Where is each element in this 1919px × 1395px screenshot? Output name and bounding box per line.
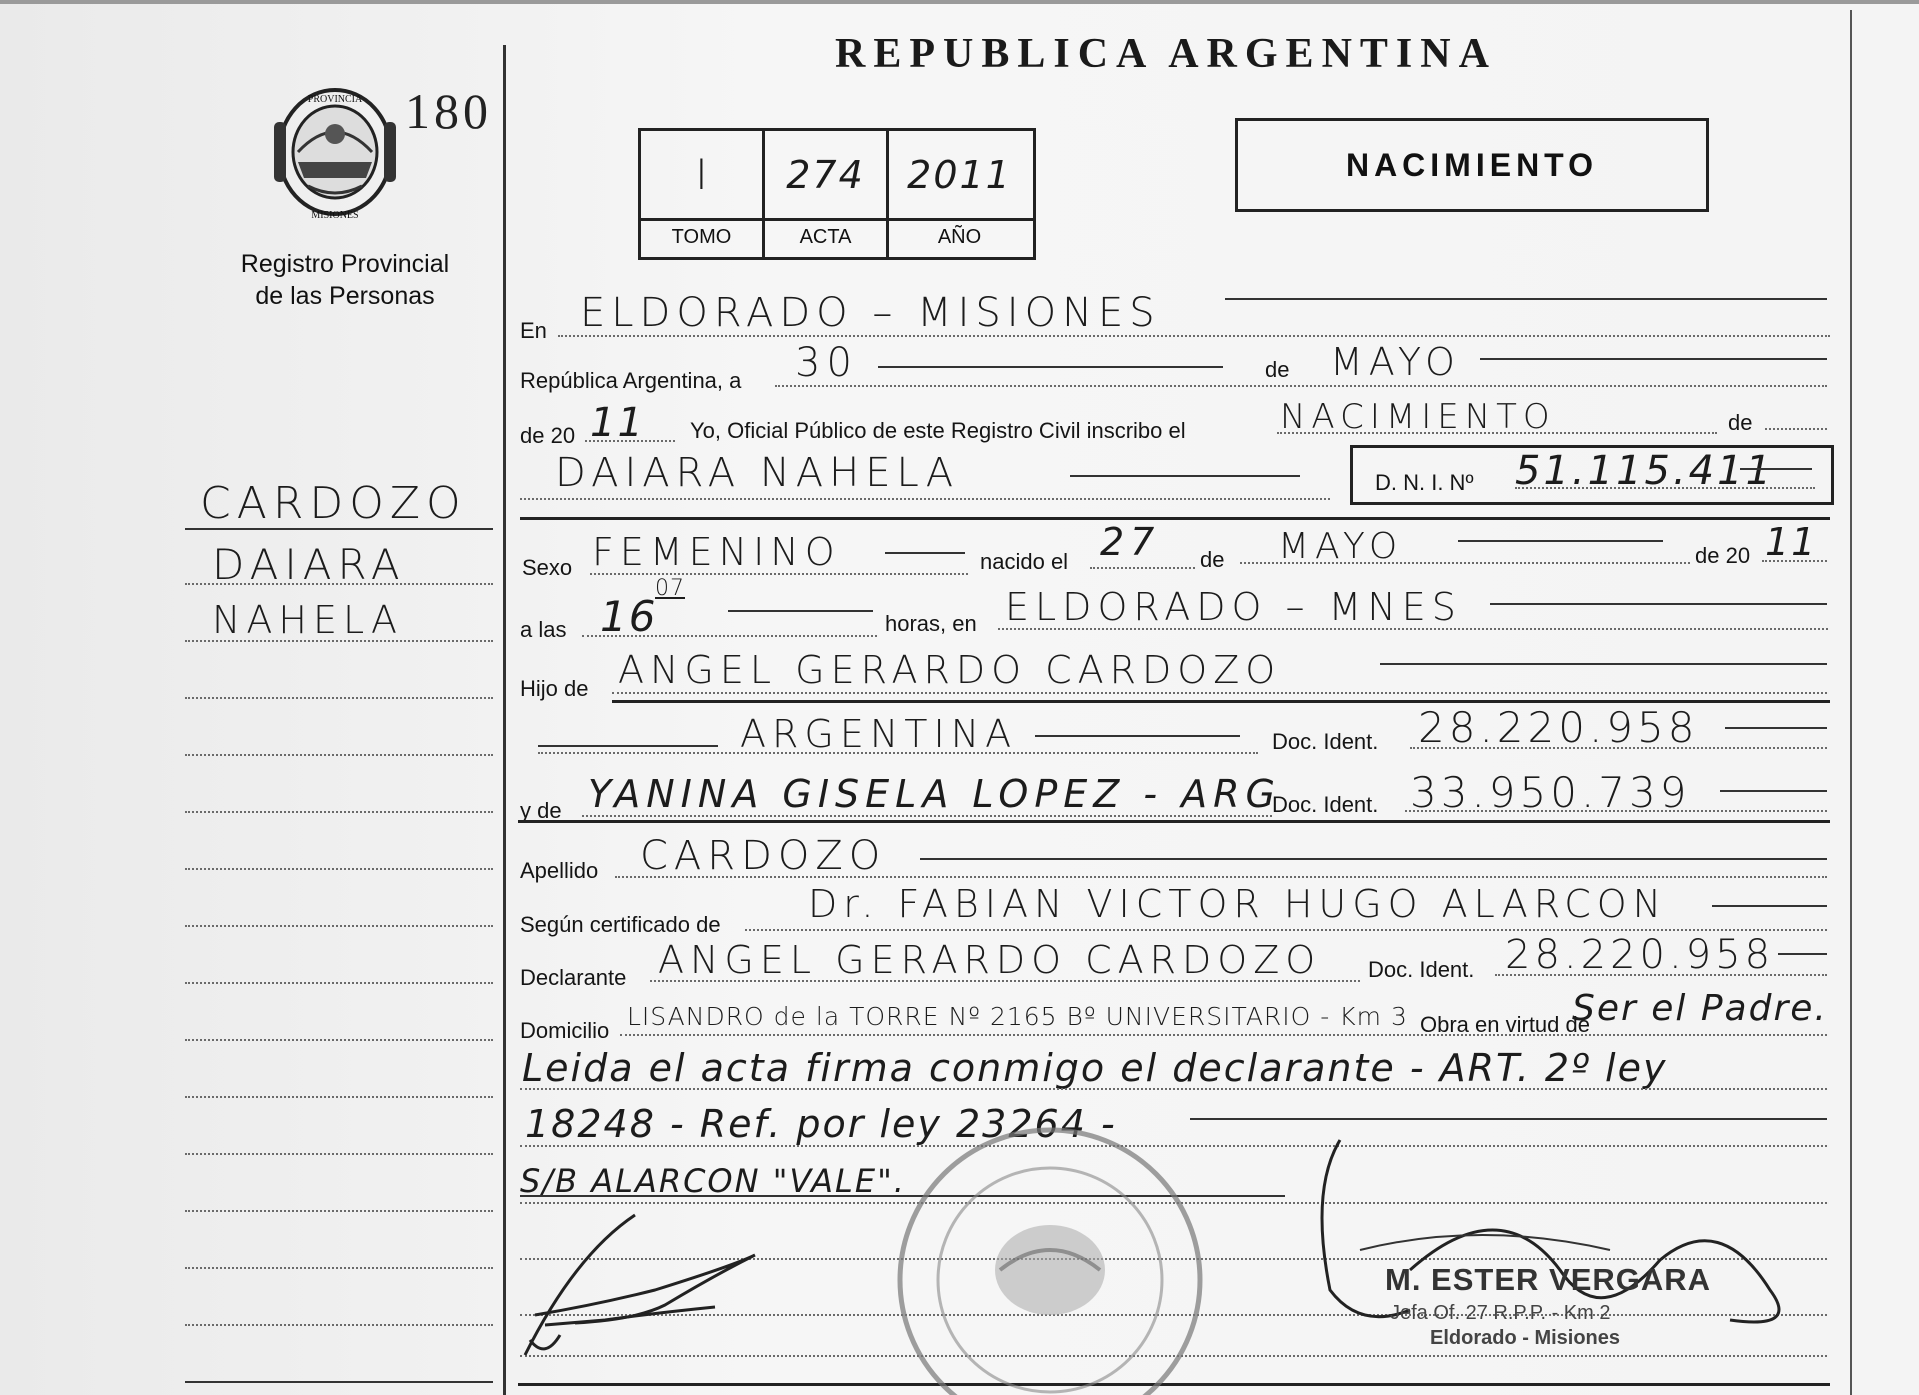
hour-value: 16 bbox=[600, 592, 658, 641]
svg-text:PROVINCIA: PROVINCIA bbox=[307, 94, 363, 105]
registry-stamp bbox=[870, 1120, 1230, 1395]
day-value: 30 bbox=[795, 340, 858, 386]
birth-day-value: 27 bbox=[1100, 520, 1161, 564]
registry-line-2: de las Personas bbox=[255, 282, 435, 310]
line-names bbox=[520, 498, 1330, 500]
line-father bbox=[612, 692, 1827, 694]
line-hour bbox=[582, 635, 877, 637]
line-certificate bbox=[745, 929, 1827, 931]
label-oficial: Yo, Oficial Público de este Registro Civil inscribo el bbox=[690, 418, 1186, 443]
anio-label: AÑO bbox=[937, 226, 982, 248]
label-dni: D. N. I. Nº bbox=[1375, 470, 1474, 495]
minutes-value: 07 bbox=[655, 576, 685, 601]
note-line-2: 18248 - Ref. por ley 23264 - bbox=[525, 1102, 1117, 1146]
declarante-value: ANGEL GERARDO CARDOZO bbox=[658, 938, 1322, 982]
fill-line bbox=[1490, 603, 1827, 605]
margin-line bbox=[185, 982, 493, 984]
fill-line bbox=[1778, 953, 1827, 955]
label-domicilio: Domicilio bbox=[520, 1018, 610, 1043]
section-rule bbox=[520, 517, 1830, 520]
label-apellido: Apellido bbox=[520, 858, 599, 883]
margin-surname-rule bbox=[185, 528, 493, 530]
dni-value: 51.115.411 bbox=[1515, 448, 1775, 494]
label-horas: horas, en bbox=[885, 611, 977, 636]
fill-line bbox=[538, 745, 718, 747]
label-declarante-doc: Doc. Ident. bbox=[1368, 957, 1475, 982]
fill-line bbox=[1712, 905, 1827, 907]
fill-line bbox=[1190, 1118, 1827, 1120]
line-apellido bbox=[615, 876, 1827, 878]
line-year bbox=[585, 440, 675, 442]
margin-line bbox=[185, 811, 493, 813]
fill-line bbox=[1725, 727, 1827, 729]
label-republica: República Argentina, a bbox=[520, 368, 742, 393]
line-note-1 bbox=[520, 1088, 1827, 1090]
mother-doc-value: 33.950.739 bbox=[1410, 768, 1691, 817]
margin-line bbox=[185, 1096, 493, 1098]
line-domicilio bbox=[620, 1034, 1827, 1036]
label-de-birth: de bbox=[1200, 547, 1225, 572]
label-nacido: nacido el bbox=[980, 549, 1069, 574]
fill-line bbox=[1225, 298, 1827, 300]
registry-name bbox=[170, 248, 520, 312]
father-doc-value: 28.220.958 bbox=[1418, 703, 1699, 752]
label-alas: a las bbox=[520, 617, 567, 642]
margin-line bbox=[185, 1153, 493, 1155]
registry-line-1: Registro Provincial bbox=[240, 250, 450, 278]
label-father-doc: Doc. Ident. bbox=[1272, 729, 1379, 754]
certificate-value: Dr. FABIAN VICTOR HUGO ALARCON bbox=[808, 882, 1668, 926]
margin-line bbox=[185, 697, 493, 699]
declarante-doc-value: 28.220.958 bbox=[1505, 932, 1775, 978]
label-de20: de 20 bbox=[520, 423, 576, 448]
birth-month-value: MAYO bbox=[1278, 526, 1404, 567]
line-birth-month bbox=[1240, 562, 1690, 564]
fill-line bbox=[728, 610, 873, 612]
official-location: Eldorado - Misiones bbox=[1430, 1327, 1621, 1349]
margin-second-name: NAHELA bbox=[212, 598, 404, 642]
line-birth-day bbox=[1090, 567, 1195, 569]
margin-line bbox=[185, 1039, 493, 1041]
fill-line bbox=[1480, 358, 1827, 360]
month-value: MAYO bbox=[1330, 340, 1461, 384]
note-line-3: S/B ALARCON "VALE". bbox=[520, 1162, 906, 1200]
label-de: de bbox=[1265, 357, 1290, 382]
country-title: REPUBLICA ARGENTINA bbox=[835, 31, 1497, 77]
line-father-doc bbox=[1410, 747, 1827, 749]
label-mother-doc: Doc. Ident. bbox=[1272, 792, 1379, 817]
anio-value: 2011 bbox=[907, 152, 1012, 197]
margin-line bbox=[185, 1324, 493, 1326]
line-date bbox=[775, 385, 1827, 387]
label-obra: Obra en virtud de bbox=[1420, 1012, 1590, 1037]
margin-line bbox=[185, 868, 493, 870]
margin-line bbox=[185, 925, 493, 927]
fill-line bbox=[920, 858, 1827, 860]
declarant-signature bbox=[515, 1195, 775, 1375]
line-birth-place bbox=[998, 628, 1828, 630]
label-de20-birth: de 20 bbox=[1695, 543, 1751, 568]
margin-surname: CARDOZO bbox=[200, 478, 467, 529]
tomo-label: TOMO bbox=[671, 226, 732, 248]
line-mother bbox=[582, 815, 1272, 817]
line-mother-doc bbox=[1405, 810, 1827, 812]
father-nationality-value: ARGENTINA bbox=[740, 712, 1018, 756]
acta-value: 274 bbox=[786, 152, 865, 197]
act-type-box: NACIMIENTO bbox=[1235, 118, 1709, 212]
line-sexo bbox=[590, 573, 968, 575]
fill-line bbox=[1070, 475, 1300, 477]
provincial-seal-logo bbox=[268, 82, 402, 224]
scan-edge bbox=[0, 0, 1919, 4]
mother-value: YANINA GISELA LOPEZ - ARG bbox=[588, 772, 1282, 816]
fill-line bbox=[1035, 735, 1240, 737]
label-en: En bbox=[520, 318, 547, 343]
fill-line bbox=[1458, 540, 1663, 542]
line-nationality bbox=[538, 752, 1258, 754]
fill-line bbox=[1740, 468, 1812, 470]
fill-line bbox=[885, 552, 965, 554]
right-rule bbox=[1850, 10, 1852, 1395]
place-value: ELDORADO – MISIONES bbox=[580, 290, 1161, 336]
line-end bbox=[1765, 428, 1827, 430]
label-de-end: de bbox=[1728, 410, 1753, 435]
fill-line bbox=[1720, 790, 1827, 792]
folio-number: 180 bbox=[405, 83, 492, 139]
tomo-value: I bbox=[695, 150, 708, 199]
label-hijo: Hijo de bbox=[520, 676, 589, 701]
margin-line-bottom bbox=[185, 1381, 493, 1383]
label-sexo: Sexo bbox=[522, 555, 573, 580]
label-yde: y de bbox=[520, 798, 562, 823]
domicilio-value: LISANDRO de la TORRE Nº 2165 Bº UNIVERSITARIO - Km 3 bbox=[627, 1002, 1408, 1031]
birth-place-value: ELDORADO – MNES bbox=[1005, 585, 1462, 629]
label-declarante: Declarante bbox=[520, 965, 627, 990]
official-name: M. ESTER VERGARA bbox=[1385, 1262, 1712, 1297]
label-segun: Según certificado de bbox=[520, 912, 721, 937]
margin-line bbox=[185, 754, 493, 756]
sexo-value: FEMENINO bbox=[592, 530, 841, 574]
fill-line bbox=[1380, 663, 1827, 665]
obra-value: Ser el Padre. bbox=[1572, 988, 1828, 1029]
note-line-1: Leida el acta firma conmigo el declarante - ART. 2º ley bbox=[522, 1046, 1668, 1090]
father-value: ANGEL GERARDO CARDOZO bbox=[618, 648, 1282, 692]
acta-label: ACTA bbox=[799, 226, 852, 248]
year-value: 11 bbox=[590, 400, 645, 446]
margin-line bbox=[185, 583, 493, 585]
margin-line bbox=[185, 1267, 493, 1269]
act-written-value: NACIMIENTO bbox=[1280, 397, 1556, 437]
fill-line bbox=[878, 366, 1223, 368]
birth-year-value: 11 bbox=[1765, 520, 1818, 564]
line-birth-year bbox=[1762, 560, 1827, 562]
line-dni bbox=[1515, 487, 1815, 489]
official-title: Jefa Of. 27 R.P.P. - Km 2 bbox=[1390, 1302, 1611, 1324]
line-declarante bbox=[650, 980, 1360, 982]
child-names-value: DAIARA NAHELA bbox=[555, 450, 960, 496]
margin-line bbox=[185, 1210, 493, 1212]
svg-text:MISIONES: MISIONES bbox=[311, 210, 359, 221]
margin-line bbox=[185, 640, 493, 642]
line-declarante-doc bbox=[1495, 974, 1827, 976]
apellido-value: CARDOZO bbox=[640, 833, 887, 879]
section-rule bbox=[518, 820, 1830, 823]
margin-first-name: DAIARA bbox=[212, 540, 406, 589]
